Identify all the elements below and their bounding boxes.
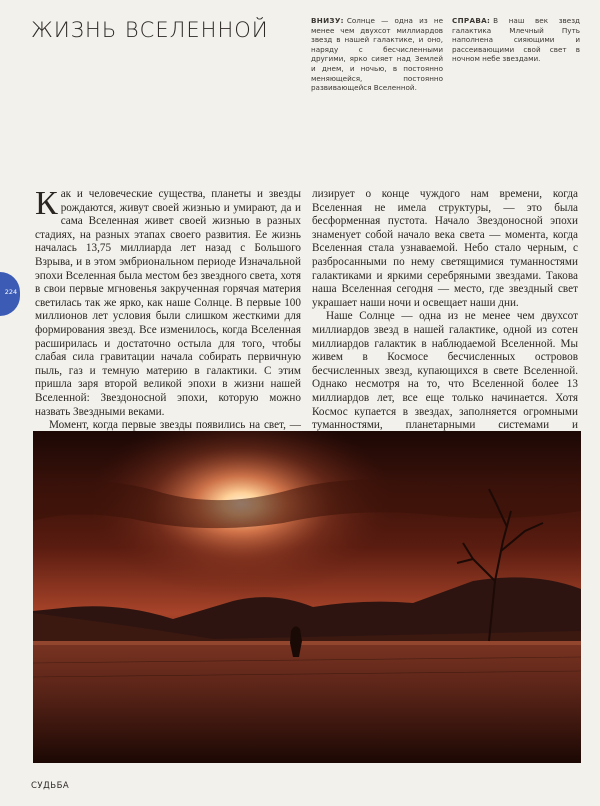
paragraph: лизирует о конце чуждого нам времени, когда Вселенная не имела структуры, — это была бесформенная пустота. Начало Звездоносной эпохи знаменует собой начало века света — момента, когда Вселенная стала узнаваемой. Небо стало черным, с разбросанными по нему светящимися туманностями галактиками и яркими серебряными звездами. Такова наша Вселенная сегодня — место, где звездный свет украшает наши ночи и освещает наши дни.: [312, 188, 578, 309]
caption-text: Солнце — одна из не менее чем двухсот миллиардов звезд в нашей галактике, и оно, наряду с бесчисленными другими, ярко сияет над Землей и днем, и ночью, в постоянно меняющейся, постоянно развивающейся Вселенной.: [311, 16, 443, 93]
photo-caption-below: [311, 16, 443, 93]
caption-text: В наш век звезд галактика Млечный Путь наполнена сияющими и рассеивающими свой свет в ночном небе звездами.: [452, 16, 580, 64]
page-number: 224: [4, 288, 18, 296]
photo-caption-right: [452, 16, 580, 64]
body-column-left: [35, 185, 301, 460]
paragraph: Как и человеческие существа, планеты и звезды рождаются, живут своей жизнью и умирают, да и сама Вселенная живет своей жизнью в разных стадиях, на разных этапах своего развития. Ее жизнь началась 13,75 миллиарда лет назад с Большого Взрыва, и в этом эмбриональном периоде Изначальной эпохи Вселенная была местом без звездного света, хотя в свои первые мгновенья закрученная горячая материя светилась так же ярко, как наше Солнце. В первые 100 миллионов лет условия были слишком жесткими для формирования звезд. Все изменилось, когда Вселенная расширилась и достаточно остыла для того, чтобы слабая сила гравитации начала собирать первичную пыль, газ и темную материю в галактики. С этим пришла заря второй великой эпохи в жизни нашей Вселенной: Звездоносной эпохи, которую можно назвать Звездными веками.: [35, 185, 301, 418]
drop-cap: К: [35, 185, 58, 222]
body-column-right: [312, 188, 578, 460]
section-footer: СУДЬБА: [31, 781, 70, 791]
paragraph: Момент, когда первые звезды появились на свет, —: [49, 419, 301, 432]
caption-label: СПРАВА:: [452, 16, 491, 25]
sunset-landscape-photo: [33, 431, 581, 763]
caption-label: ВНИЗУ:: [311, 16, 344, 25]
page-title: ЖИЗНЬ ВСЕЛЕННОЙ: [31, 18, 269, 42]
paragraph: Наше Солнце — одна из не менее чем двухсот миллиардов звезд в нашей галактике, одной из сотен миллиардов галактик в наблюдаемой Вселенной. Мы живем в Космосе бесчисленных островов бесчисленных звезд, купающихся в свете Вселенной. Однако несмотря на то, что Вселенной более 13 миллиардов лет, все еще только начинается. Хотя Космос купается в звездах, заполняется огромными туманностями, планетарными системами и: [312, 310, 578, 432]
